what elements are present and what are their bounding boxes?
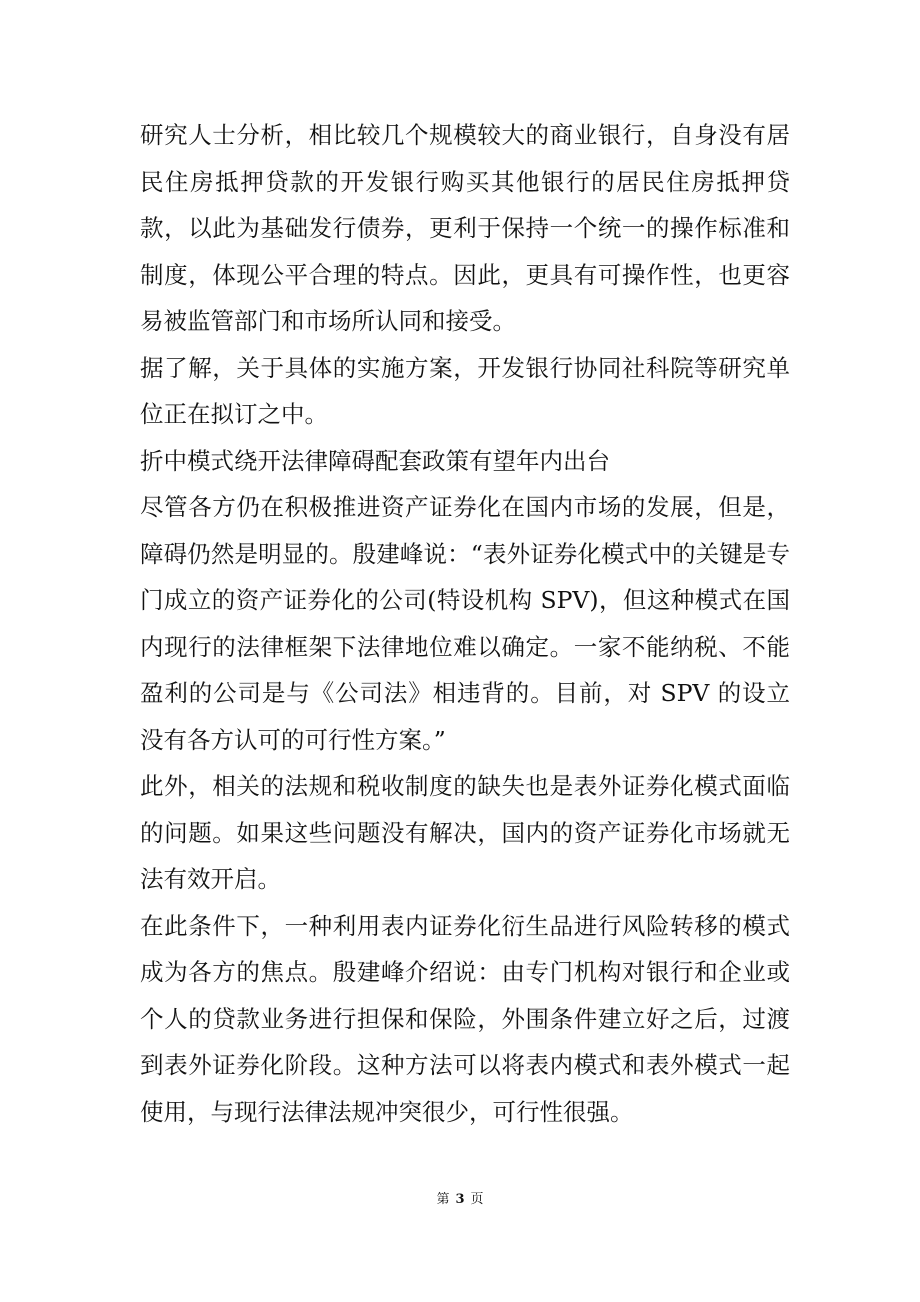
paragraph-regulation: 此外，相关的法规和税收制度的缺失也是表外证券化模式面临的问题。如果这些问题没有解决，国内的资产证券化市场就无法有效开启。 [140, 772, 790, 893]
footer-prefix: 第 [436, 1192, 450, 1207]
page-footer [0, 1188, 920, 1207]
section-heading: 折中模式绕开法律障碍配套政策有望年内出台 [140, 446, 610, 475]
page-number: 3 [455, 1192, 465, 1207]
paragraph-plan: 据了解，关于具体的实施方案，开发银行协同社科院等研究单位正在拟订之中。 [140, 353, 790, 428]
document-body [140, 112, 790, 1135]
paragraph-analysis: 研究人士分析，相比较几个规模较大的商业银行，自身没有居民住房抵押贷款的开发银行购买其他银行的居民住房抵押贷款，以此为基础发行债券，更利于保持一个统一的操作标准和制度，体现公平合理的特点。因此，更具有可操作性，也更容易被监管部门和市场所认同和接受。 [140, 121, 790, 335]
paragraph-obstacles: 尽管各方仍在积极推进资产证券化在国内市场的发展，但是，障碍仍然是明显的。殷建峰说：“表外证券化模式中的关键是专门成立的资产证券化的公司(特设机构 SPV)，但这种模式在国内现行的法律框架下法律地位难以确定。一家不能纳税、不能盈利的公司是与《公司法》相违背的。目前，对 SPV 的设立没有各方认可的可行性方案。” [140, 493, 790, 754]
paragraph-compromise: 在此条件下，一种利用表内证券化衍生品进行风险转移的模式成为各方的焦点。殷建峰介绍说：由专门机构对银行和企业或个人的贷款业务进行担保和保险，外围条件建立好之后，过渡到表外证券化阶段。这种方法可以将表内模式和表外模式一起使用，与现行法律法规冲突很少，可行性很强。 [140, 911, 790, 1126]
footer-suffix: 页 [470, 1192, 484, 1207]
